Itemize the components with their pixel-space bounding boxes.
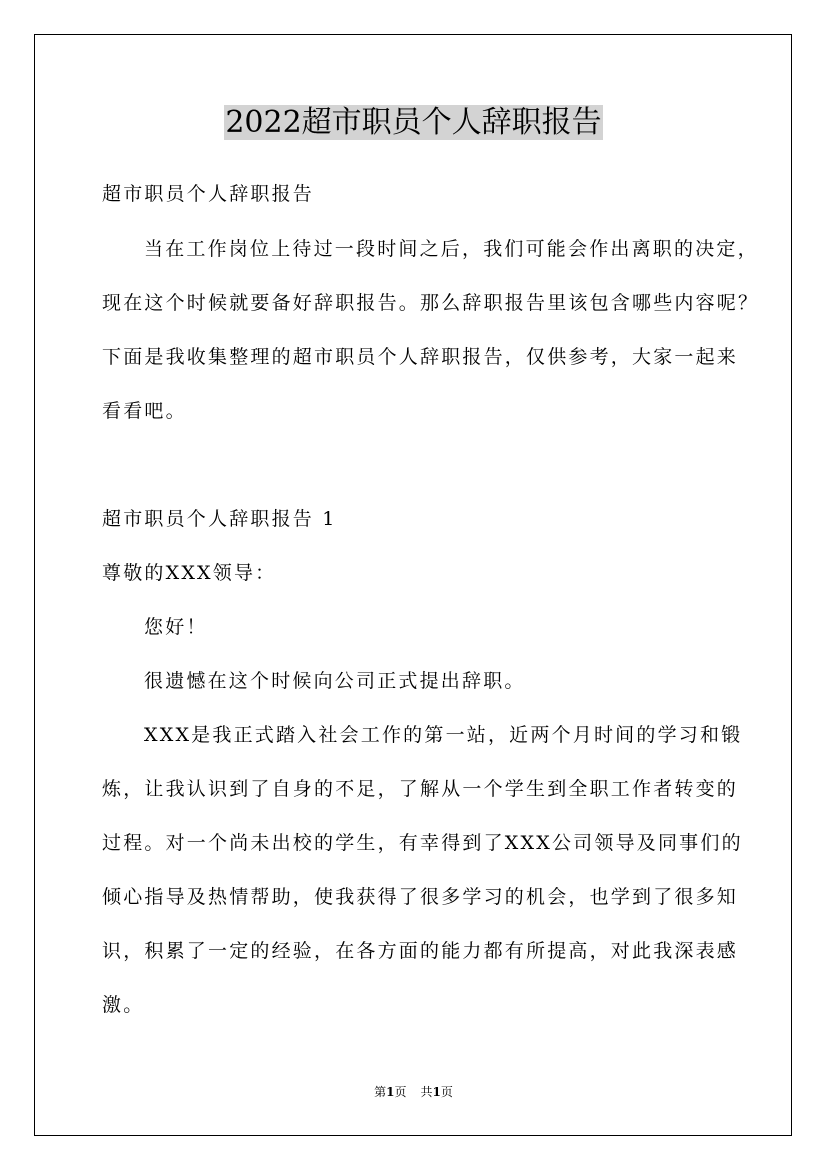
intro-line-2: 现在这个时候就要备好辞职报告。那么辞职报告里该包含哪些内容呢？ bbox=[102, 292, 760, 314]
page-prefix: 第 bbox=[374, 1085, 387, 1099]
paragraph-2-line-5: 识，积累了一定的经验，在各方面的能力都有所提高，对此我深表感 bbox=[102, 940, 739, 962]
page-footer bbox=[0, 1084, 827, 1100]
page-number: 1 bbox=[386, 1085, 395, 1099]
paragraph-2-line-2: 炼，让我认识到了自身的不足，了解从一个学生到全职工作者转变的 bbox=[102, 778, 739, 800]
total-prefix: 共 bbox=[420, 1085, 433, 1099]
salutation: 尊敬的XXX领导： bbox=[102, 562, 277, 584]
paragraph-2-line-1: XXX是我正式踏入社会工作的第一站，近两个月时间的学习和锻 bbox=[144, 724, 743, 746]
intro-line-3: 下面是我收集整理的超市职员个人辞职报告，仅供参考，大家一起来 bbox=[102, 346, 739, 368]
section-heading: 超市职员个人辞职报告 1 bbox=[102, 508, 337, 530]
page-suffix: 页 bbox=[394, 1085, 407, 1099]
paragraph-1: 很遗憾在这个时候向公司正式提出辞职。 bbox=[144, 670, 526, 692]
total-suffix: 页 bbox=[440, 1085, 453, 1099]
paragraph-2-line-3: 过程。对一个尚未出校的学生，有幸得到了XXX公司领导及同事们的 bbox=[102, 832, 743, 854]
greeting: 您好！ bbox=[144, 616, 208, 638]
total-number: 1 bbox=[432, 1085, 441, 1099]
intro-line-4: 看看吧。 bbox=[102, 400, 187, 422]
document-title-text: 2022超市职员个人辞职报告 bbox=[225, 105, 602, 140]
document-title bbox=[0, 103, 827, 143]
intro-line-1: 当在工作岗位上待过一段时间之后，我们可能会作出离职的决定， bbox=[144, 238, 759, 260]
paragraph-2-line-4: 倾心指导及热情帮助，使我获得了很多学习的机会，也学到了很多知 bbox=[102, 886, 739, 908]
paragraph-2-line-6: 激。 bbox=[102, 994, 145, 1016]
subtitle: 超市职员个人辞职报告 bbox=[102, 183, 315, 205]
